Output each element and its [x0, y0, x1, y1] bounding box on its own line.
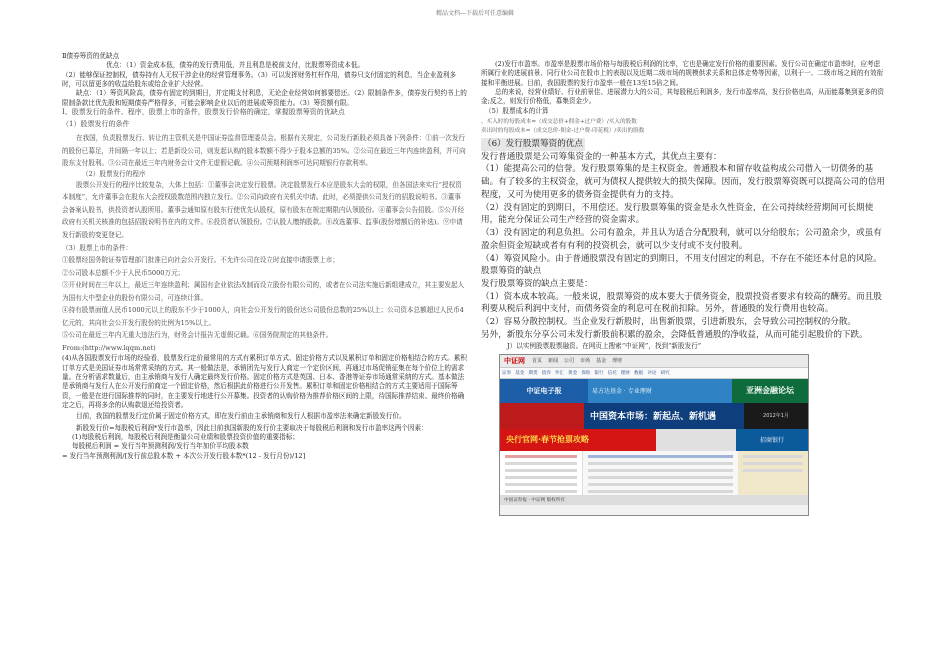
- disadvantages-intro: 发行股票筹资的缺点主要是：: [481, 278, 593, 289]
- spring-festival-banner[interactable]: 央行官网·春节抢票攻略: [500, 429, 656, 451]
- website-screenshot: [499, 354, 809, 516]
- site-logo[interactable]: 中证网: [504, 356, 525, 365]
- listing-condition-5: ⑤公司在最近三年内无重大违法行为，财务会计报告无虚假记载。⑥国务院规定的其他条件。: [62, 331, 333, 340]
- site-tab-4[interactable]: 基金: [596, 358, 607, 365]
- site-nav-item[interactable]: 研究: [660, 370, 670, 376]
- stock-issue-procedure: 股票公开发行的程序比较复杂，大体上包括：①董事会决定发行股票。决定股票发行本应是股东大会的权限，但各国法来实行“授权资本制度”，允许董事会在股东大会授权股数范围内独立发行。②公司向政府有关机关申请。此时，必须提供公司发行的招股说明书。③董事会备案认股书，供投资者认股所用。董事会通知原有股东行使优先认股权，原有股东在规定期限内认领股份。④董事会公告招股。⑤公开经政府有关机关核准的包括招股说明书在内的文件。⑥投资者认领股份。⑦认股人缴纳股款。⑧改选董事、监事(股份增额后的补选)。⑨申请发行新股的变更登记。: [62, 180, 465, 239]
- advantage-1: （1）能提高公司的信誉。发行股票筹集的是主权资金。普通股本和留存收益构成公司借入一切债务的基础。有了较多的主权资金，就可为债权人提供较大的损失保障。因而，发行股票筹资既可以提高公司的信用程度，又可为使用更多的债务资金提供有力的支持。: [481, 164, 885, 200]
- site-nav-item[interactable]: 银行: [594, 370, 604, 376]
- banner-row-3: [500, 429, 808, 451]
- content-right-ad[interactable]: [738, 451, 808, 495]
- bond-advantages-cont: （2）能够保证控制权，债券持有人无权干涉企业的经营管理事务。（3）可以发挥财务杠杆作用，债券只支付固定的利息，当企业盈利多时，可以留更多的收益给股东或给企业扩大经营。: [62, 70, 457, 89]
- site-nav-item[interactable]: 理财: [620, 370, 631, 376]
- advantage-2: （2）没有固定的到期日，不用偿还。发行股票筹集的资金是永久性资金，在公司持续经营期间可长期使用，能充分保证公司生产经营的资金需求。: [481, 202, 874, 226]
- example-instruction: J）以实例股票股票融资。在网页上搜索“中证网”，找到“新股发行”: [507, 341, 702, 350]
- disadvantage-1: （1）资本成本较高。一般来说，股票筹资的成本要大于债务资金，股票投资者要求有较高的酬劳。而且股利要从税后利润中支付，而债务资金的利息可在税前扣除。另外，普通股的发行费用也较高。: [481, 291, 882, 315]
- site-tab-5[interactable]: 理财: [612, 358, 623, 365]
- content-main-list: [583, 451, 738, 495]
- site-nav-item[interactable]: 数据: [634, 370, 644, 376]
- pe-ratio-paragraph: (2)发行市盈率。市盈率是股票市场价格与每股税后利润的比率，它也是确定发行价格的重要因素。发行公司在确定市盈率时，应考虑所属行业的进展前景、同行业公司在股市上的表现以及近期二级市场的规模供求关系和总体走势等因素，以利于一、二级市场之间的有效衔接和平衡进展。目前，我国股票的发行市盈率一般在13至15倍之间。: [481, 60, 884, 87]
- eps-formula-2: = 发行当年预测利润/[发行前总股本数 + 本次公开发行股本数*(12 - 发行月份)/12]: [62, 451, 306, 460]
- forum-banner[interactable]: 亚洲金融论坛: [732, 379, 808, 403]
- site-tab-1[interactable]: 新闻: [548, 358, 559, 365]
- capital-market-banner[interactable]: 中国资本市场：新起点、新机遇: [584, 403, 744, 429]
- pricing-china: 目前，我国的股票发行定价属于固定价格方式，即在发行前由主承销商和发行人根据市盈率法来确定新股发行价。: [76, 412, 406, 421]
- site-nav-item[interactable]: 保险: [581, 370, 591, 376]
- disadvantage-2: （2）容易分散控制权。当企业发行新股时，出售新股票，引进新股东，会导致公司控制权的分散。: [481, 317, 857, 328]
- bond-advantages: 优点：（1）资金成本低，债券的发行费用低，并且利息是税前支付，比股票筹资成本低。: [106, 61, 365, 70]
- site-tab-0[interactable]: 首页: [532, 358, 543, 365]
- e-paper-banner[interactable]: 中证电子报: [500, 379, 588, 403]
- bond-disadvantages: 缺点：（1）筹资风险高，债券有固定的到期日，并定期支付利息，无论企业经营如何都要偿还。（2）限制条件多，债券发行契约书上的限制条款比优先股和短期债券严格得多，可能会影响企业以后的进展或筹资能力。（3）筹资额有限。: [62, 89, 467, 107]
- site-footer: 中国证券报 · 中证网 版权所有: [500, 495, 808, 505]
- disadvantage-note: 另外，新股东分享公司未发行新股前积累的盈余，会降低普通股的净收益，从而可能引起股价的下跌。: [481, 329, 868, 340]
- listing-condition-4: ④持有股票面值人民币1000元以上的股东不少于1000人，向社会公开发行的股份达公司股份总数的25%以上；公司资本总额超过人民币4亿元的，其向社会公开发行股份的比例为15%以上。: [62, 306, 464, 327]
- date-banner: 2012年1月: [744, 403, 808, 429]
- bond-heading: Ⅱ债券筹资的优缺点: [62, 52, 120, 60]
- listing-condition-3: ③开业时间在三年以上，最近三年连续盈利；属国有企业依法改制而设立股份有限公司的，或者在公司法实施后新组建成立，其主要发起人为国有大中型企业的股份有限公司，可连续计算。: [62, 281, 465, 302]
- site-tab-3[interactable]: 市场: [580, 358, 591, 365]
- site-nav-item[interactable]: 债券: [541, 370, 551, 376]
- stock-cost-heading: （5）股票成本的计算: [485, 106, 549, 115]
- listing-condition-1: ①股票经国务院证券管理部门批准已向社会公开发行。不允许公司在设立时直接申请股票上市；: [62, 256, 339, 265]
- listing-condition-2: ②公司股本总额不少于人民币5000万元；: [62, 268, 185, 277]
- site-content-area: [500, 451, 808, 495]
- site-top-bar: [500, 355, 808, 368]
- stock-section-heading: Ⅰ、股票发行的条件、程序，股票上市的条件，股票发行价格的确定，掌握股票筹资的优缺点: [62, 108, 345, 117]
- stock-issue-conditions: 在我国，负责股票发行、转让的主管机关是中国证券监督管理委员会。根据有关规定，公司发行新股必须具备下列条件：①前一次发行的股份已募足，并间隔一年以上；若是新设公司，则发起认购的股本数额不得少于股本总额的35%。②公司在最近三年内连续盈利，并可向股东支付股利。③公司在最近三年内财务会计文件无虚假记载。④公司预期利润率可达同期银行存款利率。: [62, 134, 466, 168]
- banner-row-2: [500, 403, 808, 429]
- content-left-list: [500, 451, 583, 495]
- advantages-intro: 发行普通股票是公司筹集资金的一种基本方式，其优点主要有：: [481, 151, 722, 162]
- site-nav-item[interactable]: 基金: [515, 370, 525, 376]
- site-nav-item[interactable]: 外汇: [554, 370, 565, 376]
- site-nav-item[interactable]: 黄金: [568, 370, 578, 376]
- site-nav-item[interactable]: 证券: [502, 370, 512, 376]
- fund-ad-banner[interactable]: 易方达基金 · 专业理财: [588, 379, 732, 403]
- page-header: 精品文档---下载后可任意编辑: [435, 10, 515, 17]
- red-ad-block[interactable]: [500, 403, 584, 429]
- site-nav-item[interactable]: 评论: [647, 370, 657, 376]
- source-link[interactable]: From:(http://www.lqqm.net): [62, 343, 156, 352]
- bank-banner[interactable]: 招商银行: [736, 429, 808, 451]
- sell-cost-formula: 卖出时的每股成本=（成交总价-佣金-过户费-印花税）/卖出的股数: [481, 128, 645, 135]
- right-column: [481, 60, 886, 516]
- gray-ad-block[interactable]: [656, 429, 736, 451]
- pricing-summary: 总的来说，经营业绩好、行业前景佳、进展潜力大的公司，其每股税后利润多，发行市盈率高，发行价格也高，从而能募集到更多的资金;反之，则发行价格低，募集资金少。: [481, 88, 885, 106]
- stock-issue-procedure-heading: （2）股票发行的程序: [82, 169, 146, 178]
- advantage-3: （3）没有固定的利息负担。公司有盈余，并且认为适合分配股利，就可以分给股东；公司盈余少，或虽有盈余但资金短缺或者有有利的投资机会，就可以少支付或不支付股利。: [481, 228, 882, 251]
- site-nav-item[interactable]: 期货: [528, 370, 538, 376]
- disadvantages-heading: 股票筹资的缺点: [481, 266, 542, 277]
- eps-formula-1: 每股税后利润 = 发行当年预测利润/发行当年加价平均股本数: [72, 442, 249, 451]
- listing-conditions-heading: （3）股票上市的条件：: [62, 243, 133, 252]
- left-column: [62, 52, 467, 461]
- site-nav-item[interactable]: 信托: [607, 370, 617, 376]
- eps-definition: (1)每股税后利润，每股税后利润是衡量公司业绩和股票投资价值的重要指标；: [72, 433, 299, 442]
- pricing-formula: 新股发行价=每股税后利润*发行市盈率，因此目前我国新股的发行价主要取决于每股税后利润和发行市盈率这两个因素：: [76, 423, 428, 432]
- stock-issue-conditions-heading: （1）股票发行的条件: [62, 120, 130, 129]
- advantages-heading: （6）发行股票筹资的优点: [483, 139, 583, 150]
- buy-cost-formula: ，买入时的每股成本=（成交总价+佣金+过户费）/买入的股数: [481, 119, 637, 126]
- advantage-4: （4）筹资风险小。由于普通股票没有固定的到期日，不用支付固定的利息，不存在不能还本付息的风险。: [481, 253, 882, 264]
- site-nav: [500, 368, 808, 379]
- pricing-methods: (4)从各国股票发行市场的经验看，股票发行定价最常用的方式有累积订单方式、固定价格方式以及累积订单和固定价格相结合的方式。累积订单方式是美国证券市场常常采纳的方式。其一般做法是，承销团先与发行人商定一个定价区间，再通过市场促销征集在每个价位上的需求量。在分析需求数量后，由主承销商与发行人确定最终发行价格。固定价格方式是英国、日本、香港等证券市场通常采纳的方式。基本做法是承销商与发行人在公开发行前商定一个固定价格，然后根据此价格进行公开发售。累积订单和固定价格相结合的方式主要适用于国际筹资，一般是在进行国际推荐的同时，在主要发行地进行公开募集。投资者的认购价格为推荐价格区间的上限，待国际推荐结束、最终价格确定之后，再将多余的认购款退还给投资者。: [62, 354, 467, 409]
- site-tab-2[interactable]: 公司: [564, 358, 575, 365]
- banner-row-1: [500, 379, 808, 403]
